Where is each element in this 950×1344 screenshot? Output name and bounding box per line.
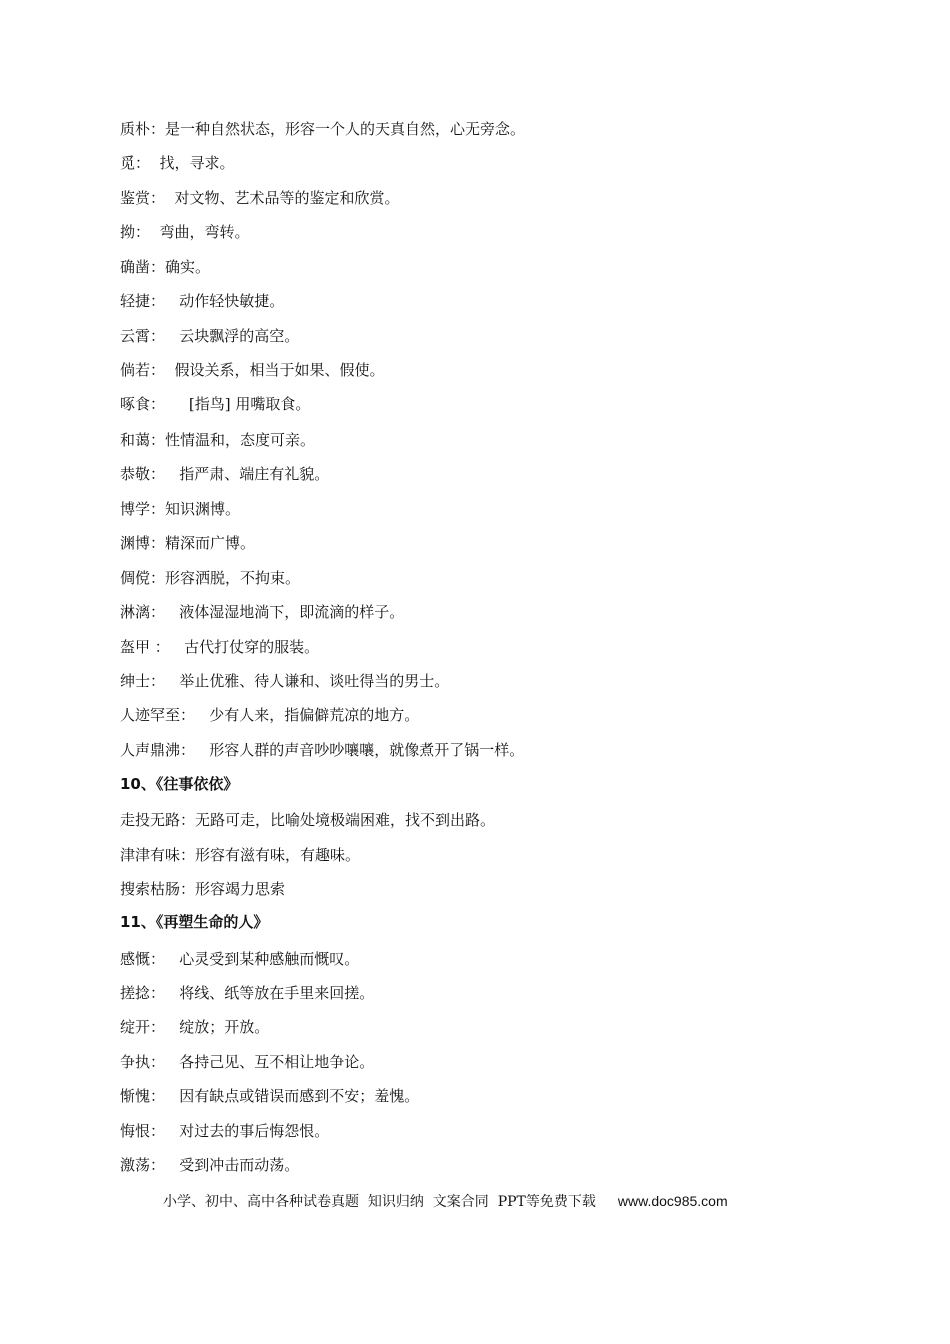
entry-kuijia: 盔甲 ： 古代打仗穿的服装。 (120, 638, 320, 656)
entry-yunxiao: 云霄： 云块飘浮的高空。 (120, 327, 300, 345)
entry-cuonian: 搓捻： 将线、纸等放在手里来回搓。 (120, 984, 375, 1002)
section-heading-10: 10、《往事依依》 (120, 775, 239, 793)
entry-jidang: 激荡： 受到冲击而动荡。 (120, 1156, 300, 1174)
entry-shenshi: 绅士： 举止优雅、待人谦和、谈吐得当的男士。 (120, 672, 450, 690)
entry-quezao: 确凿：确实。 (120, 258, 211, 276)
entry-zhuoshi: 啄食： [指鸟] 用嘴取食。 (120, 395, 311, 413)
entry-renjihanzhi: 人迹罕至： 少有人来，指偏僻荒凉的地方。 (120, 706, 420, 724)
entry-tangruo: 倘若： 假设关系，相当于如果、假使。 (120, 361, 385, 379)
entry-jinjinyouwei: 津津有味：形容有滋有味，有趣味。 (120, 846, 361, 864)
entry-gongjing: 恭敬： 指严肃、端庄有礼貌。 (120, 465, 330, 483)
entry-mi: 觅： 找，寻求。 (120, 154, 235, 172)
entry-qingjie: 轻捷： 动作轻快敏捷。 (120, 292, 285, 310)
entry-cankui: 惭愧： 因有缺点或错误而感到不安；羞愧。 (120, 1087, 420, 1105)
entry-zoutouwulu: 走投无路：无路可走，比喻处境极端困难，找不到出路。 (120, 811, 496, 829)
entry-sousuokuchang: 搜索枯肠：形容竭力思索 (120, 880, 286, 898)
entry-jianshang: 鉴赏： 对文物、艺术品等的鉴定和欣赏。 (120, 189, 400, 207)
page-footer (163, 1191, 728, 1212)
entry-renshengdingfei: 人声鼎沸： 形容人群的声音吵吵嚷嚷，就像煮开了锅一样。 (120, 741, 525, 759)
entry-zhipu: 质朴：是一种自然状态，形容一个人的天真自然，心无旁念。 (120, 120, 526, 138)
footer-url[interactable]: www.doc985.com (617, 1193, 728, 1209)
entry-niu: 拗： 弯曲，弯转。 (120, 223, 250, 241)
entry-zhengzhi: 争执： 各持己见、互不相让地争论。 (120, 1053, 375, 1071)
entry-linli: 淋漓： 液体湿湿地淌下，即流滴的样子。 (120, 603, 405, 621)
entry-zhankai: 绽开： 绽放；开放。 (120, 1018, 270, 1036)
entry-titang: 倜傥：形容洒脱，不拘束。 (120, 569, 301, 587)
section-heading-11: 11、《再塑生命的人》 (120, 913, 269, 931)
entry-heai: 和蔼：性情温和，态度可亲。 (120, 431, 316, 449)
entry-huihen: 悔恨： 对过去的事后悔怨恨。 (120, 1122, 330, 1140)
entry-yuanbo: 渊博：精深而广博。 (120, 534, 256, 552)
entry-gankai: 感慨： 心灵受到某种感触而慨叹。 (120, 950, 360, 968)
entry-boxue: 博学：知识渊博。 (120, 500, 241, 518)
footer-text: 小学、初中、高中各种试卷真题 知识归纳 文案合同 PPT等免费下载 (163, 1194, 596, 1210)
